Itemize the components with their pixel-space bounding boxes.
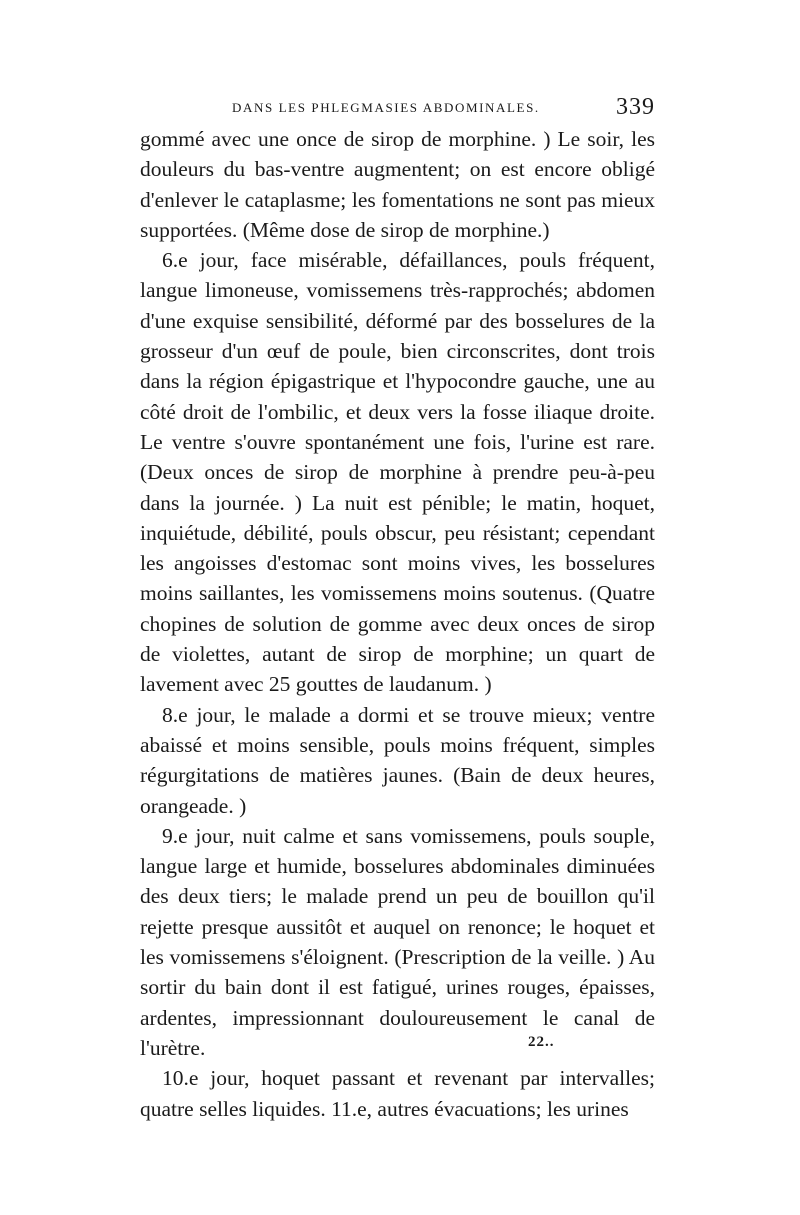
paragraph-day-8: 8.e jour, le malade a dormi et se trouve mieux; ventre abaissé et moins sensible, pouls moins fréquent, simples régurgitations de matières jaunes. (Bain de deux heures, orangeade. ) <box>140 702 655 818</box>
paragraph-day-6: 6.e jour, face misérable, défaillances, pouls fréquent, langue limoneuse, vomissemens très-rapprochés; abdomen d'une exquise sensibilité, déformé par des bosselures de la grosseur d'un œuf de poule, bien circonscrites, dont trois dans la région épigastrique et l'hypocondre gauche, une au côté droit de l'ombilic, et deux vers la fosse iliaque droite. Le ventre s'ouvre spontanément une fois, l'urine est rare. (Deux onces de sirop de morphine à prendre peu-à-peu dans la journée. ) La nuit est pénible; le matin, hoquet, inquiétude, débilité, pouls obscur, peu résistant; cependant les angoisses d'estomac sont moins vives, les bosselures moins saillantes, les vomissemens moins soutenus. (Quatre chopines de solution de gomme avec deux onces de sirop de violettes, autant de sirop de morphine; un quart de lavement avec 25 gouttes de laudanum. ) <box>140 248 655 697</box>
page-header <box>140 94 655 120</box>
page-number: 339 <box>616 94 655 120</box>
body-text <box>140 124 655 1124</box>
paragraph-day-10: 10.e jour, hoquet passant et revenant par intervalles; quatre selles liquides. 11.e, autres évacuations; les urines <box>140 1066 655 1121</box>
paragraph-continuation: gommé avec une once de sirop de morphine. ) Le soir, les douleurs du bas-ventre augmentent; on est encore obligé d'enlever le cataplasme; les fomentations ne sont pas mieux supportées. (Même dose de sirop de morphine.) <box>140 127 655 242</box>
running-title: DANS LES PHLEGMASIES ABDOMINALES. <box>232 100 540 115</box>
paragraph-day-9: 9.e jour, nuit calme et sans vomissemens, pouls souple, langue large et humide, bosselures abdominales diminuées des deux tiers; le malade prend un peu de bouillon qu'il rejette presque aussitôt et auquel on renonce; le hoquet et les vomissemens s'éloignent. (Prescription de la veille. ) Au sortir du bain dont il est fatigué, urines rouges, épaisses, ardentes, impressionnant douloureusement le canal de l'urètre. <box>140 823 655 1060</box>
signature-mark: 22.. <box>528 1034 555 1050</box>
